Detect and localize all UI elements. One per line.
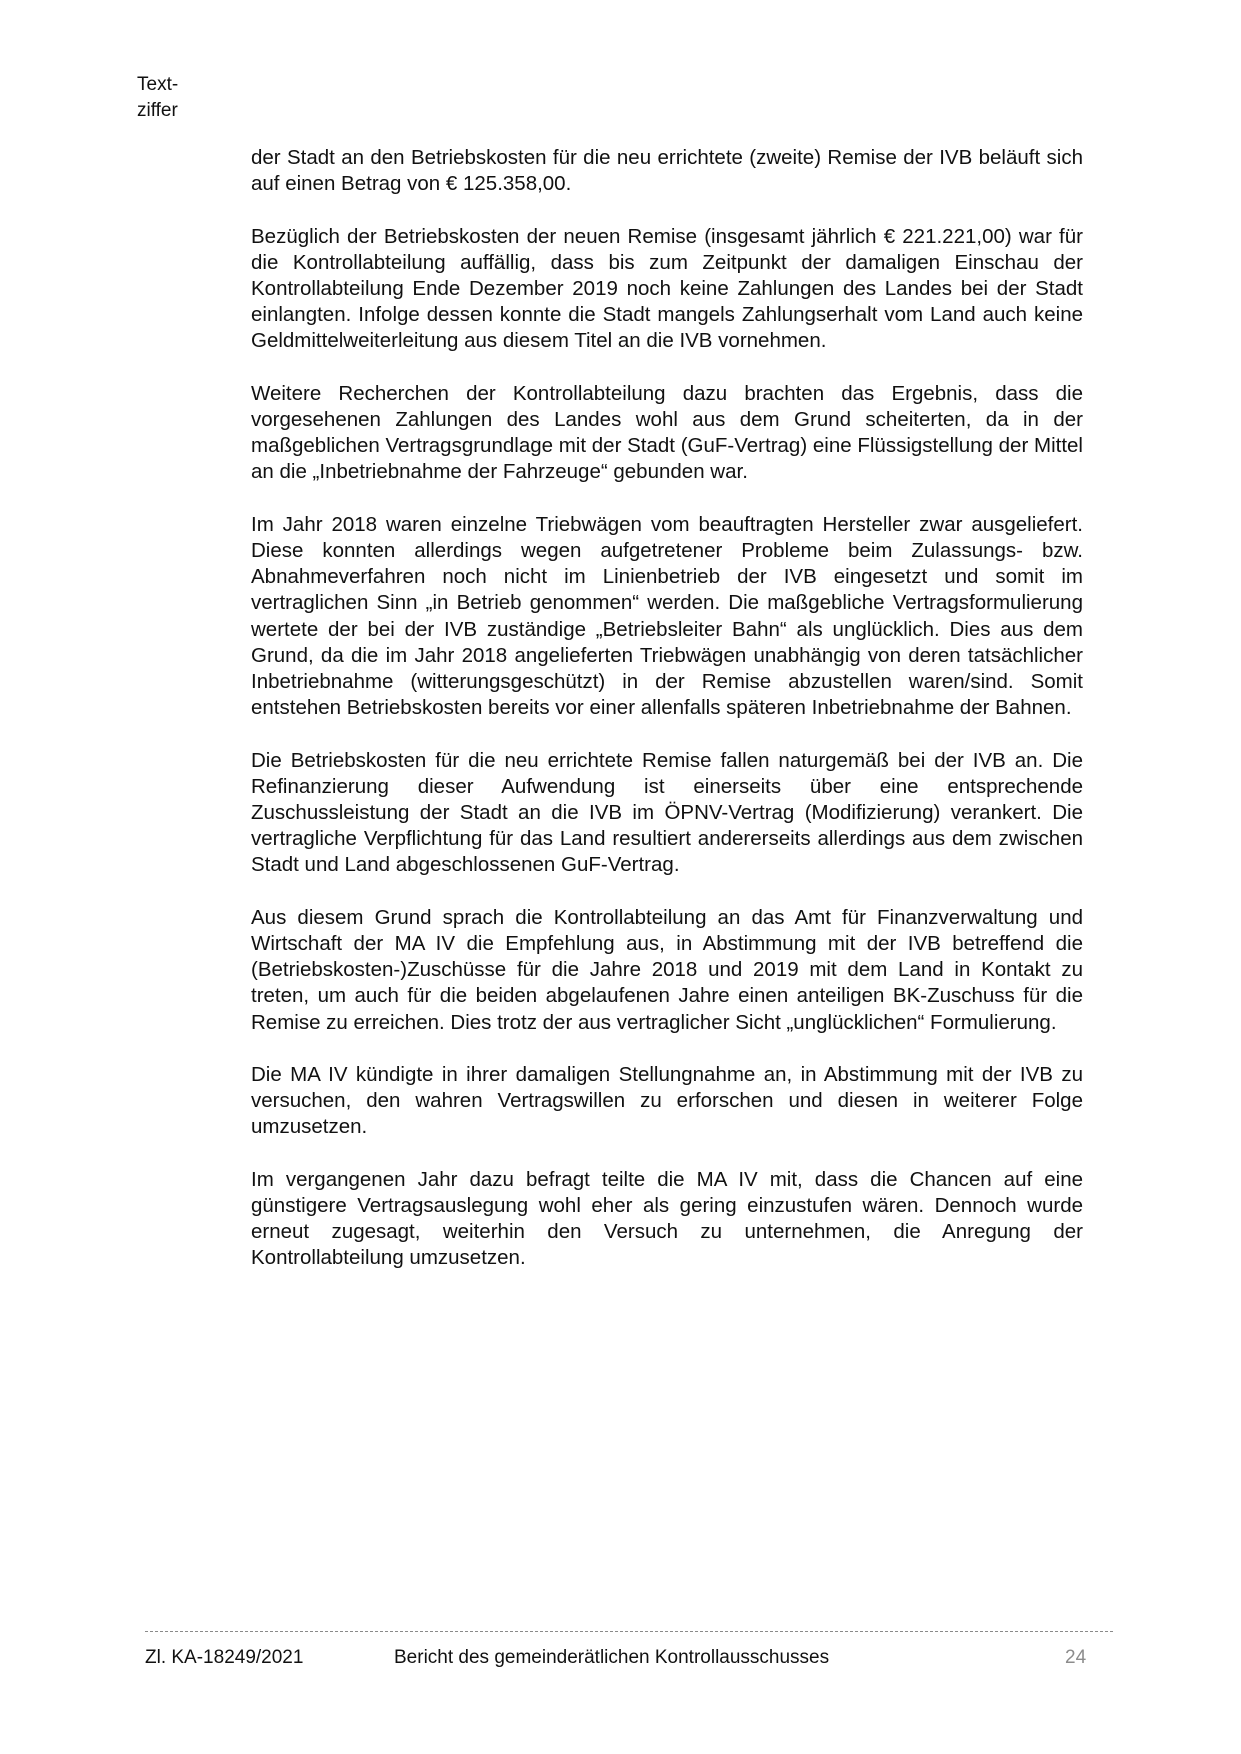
paragraph: Im Jahr 2018 waren einzelne Triebwägen vom beauftragten Hersteller zwar ausgeliefert. Diese konnten allerdings wegen aufgetretener Probleme beim Zulassungs- bzw. Abnahmeverfahren noch nicht im Linienbetrieb der IVB eingesetzt und somit im vertraglichen Sinn „in Betrieb genommen“ werden. Die maßgebliche Vertragsformulierung wertete der bei der IVB zuständige „Betriebsleiter Bahn“ als unglücklich. Dies aus dem Grund, da die im Jahr 2018 angelieferten Triebwägen unabhängig von deren tatsächlicher Inbetriebnahme (witterungsgeschützt) in der Remise abzustellen waren/sind. Somit entstehen Betriebskosten bereits vor einer allenfalls späteren Inbetriebnahme der Bahnen. xyxy=(251,512,1083,720)
paragraph: Weitere Recherchen der Kontrollabteilung dazu brachten das Ergebnis, dass die vorgesehenen Zahlungen des Landes wohl aus dem Grund scheiterten, da in der maßgeblichen Vertragsgrundlage mit der Stadt (GuF-Vertrag) eine Flüssigstellung der Mittel an die „Inbetriebnahme der Fahrzeuge“ gebunden war. xyxy=(251,381,1083,484)
paragraph: Aus diesem Grund sprach die Kontrollabteilung an das Amt für Finanzverwaltung und Wirtschaft der MA IV die Empfehlung aus, in Abstimmung mit der IVB betreffend die (Betriebskosten-)Zuschüsse für die Jahre 2018 und 2019 mit dem Land in Kontakt zu treten, um auch für die beiden abgelaufenen Jahre einen anteiligen BK-Zuschuss für die Remise zu erreichen. Dies trotz der aus vertraglicher Sicht „unglücklichen“ Formulierung. xyxy=(251,905,1083,1034)
paragraph: Bezüglich der Betriebskosten der neuen Remise (insgesamt jährlich € 221.221,00) war für die Kontrollabteilung auffällig, dass bis zum Zeitpunkt der damaligen Einschau der Kontrollabteilung Ende Dezember 2019 noch keine Zahlungen des Landes bei der Stadt einlangten. Infolge dessen konnte die Stadt mangels Zahlungserhalt vom Land auch keine Geldmittelweiterleitung aus diesem Titel an die IVB vornehmen. xyxy=(251,224,1083,353)
page-number: 24 xyxy=(1065,1647,1087,1668)
margin-label-line2: ziffer xyxy=(137,100,178,121)
margin-label-line1: Text- xyxy=(137,74,179,95)
margin-label-textziffer xyxy=(137,72,178,124)
paragraph: Im vergangenen Jahr dazu befragt teilte die MA IV mit, dass die Chancen auf eine günstigere Vertragsauslegung wohl eher als gering einzustufen wären. Dennoch wurde erneut zugesagt, weiterhin den Versuch zu unternehmen, die Anregung der Kontrollabteilung umzusetzen. xyxy=(251,1167,1083,1270)
paragraph: Die Betriebskosten für die neu errichtete Remise fallen naturgemäß bei der IVB an. Die Refinanzierung dieser Aufwendung ist einerseits über eine entsprechende Zuschussleistung der Stadt an die IVB im ÖPNV-Vertrag (Modifizierung) verankert. Die vertragliche Verpflichtung für das Land resultiert andererseits allerdings aus dem zwischen Stadt und Land abgeschlossenen GuF-Vertrag. xyxy=(251,748,1083,877)
footer-divider xyxy=(145,1631,1113,1632)
body-text xyxy=(251,145,1083,1298)
footer-reference: Zl. KA-18249/2021 xyxy=(145,1647,304,1668)
paragraph: der Stadt an den Betriebskosten für die neu errichtete (zweite) Remise der IVB beläuft sich auf einen Betrag von € 125.358,00. xyxy=(251,146,1083,196)
footer-title: Bericht des gemeinderätlichen Kontrollausschusses xyxy=(394,1647,830,1668)
paragraph: Die MA IV kündigte in ihrer damaligen Stellungnahme an, in Abstimmung mit der IVB zu versuchen, den wahren Vertragswillen zu erforschen und diesen in weiterer Folge umzusetzen. xyxy=(251,1063,1083,1139)
